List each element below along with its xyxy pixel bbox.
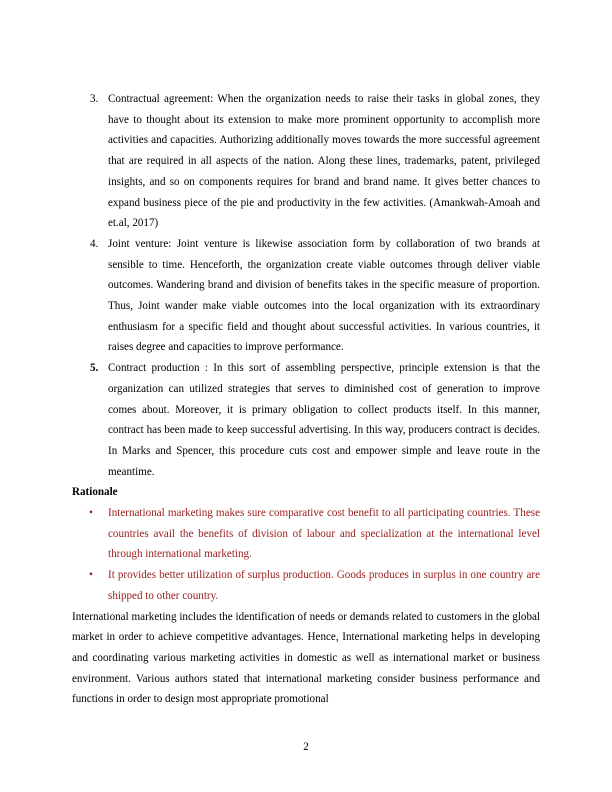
list-item-text: Joint venture: Joint venture is likewise association form by collaboration of two brands at sensible to time. Henceforth, the organization create viable outcomes through deliver viable outcomes. Wandering brand and division of benefits takes in the specific measure of proportion. Thus, Joint wander make viable outcomes into the local organization with its extraordinary enthusiasm for a specific field and thought about successful activities. In various countries, it raises degree and capacities to improve performance. <box>108 237 540 354</box>
list-item-text: Contractual agreement: When the organization needs to raise their tasks in global zones, they have to thought about its extension to make more prominent opportunity to accomplish more activities and capacities. Authorizing additionally moves towards the more successful agreement that are required in all aspects of the nation. Along these lines, trademarks, patent, privileged insights, and so on components requires for brand and brand name. It gives better chances to expand business piece of the pie and productivity in the few activities. (Amankwah-Amoah and et.al, 2017) <box>108 93 540 230</box>
page-number: 2 <box>303 741 309 753</box>
list-item <box>72 234 540 358</box>
body-paragraph: International marketing includes the identification of needs or demands related to customers in the global market in order to achieve competitive advantages. Hence, International marketing helps in developing and coordinating various marketing activities in domestic as well as international market or business environment. Various authors stated that international marketing consider business performance and functions in order to design most appropriate promotional <box>72 610 540 706</box>
bullet-icon: • <box>89 569 93 582</box>
list-item <box>72 89 540 234</box>
bullet-text: It provides better utilization of surplus production. Goods produces in surplus in one country are shipped to other country. <box>108 569 540 602</box>
bullet-item <box>72 565 540 606</box>
list-number: 4. <box>90 237 99 250</box>
bullet-item <box>72 503 540 565</box>
list-item-text: Contract production : In this sort of assembling perspective, principle extension is that the organization can utilized strategies that serves to diminished cost of generation to improve comes about. Moreover, it is primary obligation to collect products itself. In this manner, contract has been made to keep successful advertising. In this way, producers contract is decides. In Marks and Spencer, this procedure cuts cost and empower simple and leave route in the meantime. <box>108 362 540 478</box>
list-number: 5. <box>90 362 99 375</box>
rationale-heading: Rationale <box>72 486 118 499</box>
bullet-icon: • <box>89 507 93 520</box>
bullet-text: International marketing makes sure comparative cost benefit to all participating countries. These countries avail the benefits of division of labour and specialization at the international level through international marketing. <box>108 507 540 561</box>
rationale-bullet-list <box>72 503 540 607</box>
list-number: 3. <box>90 93 99 105</box>
page-content <box>72 89 540 710</box>
list-item <box>72 358 540 482</box>
entry-modes-list <box>72 89 540 482</box>
